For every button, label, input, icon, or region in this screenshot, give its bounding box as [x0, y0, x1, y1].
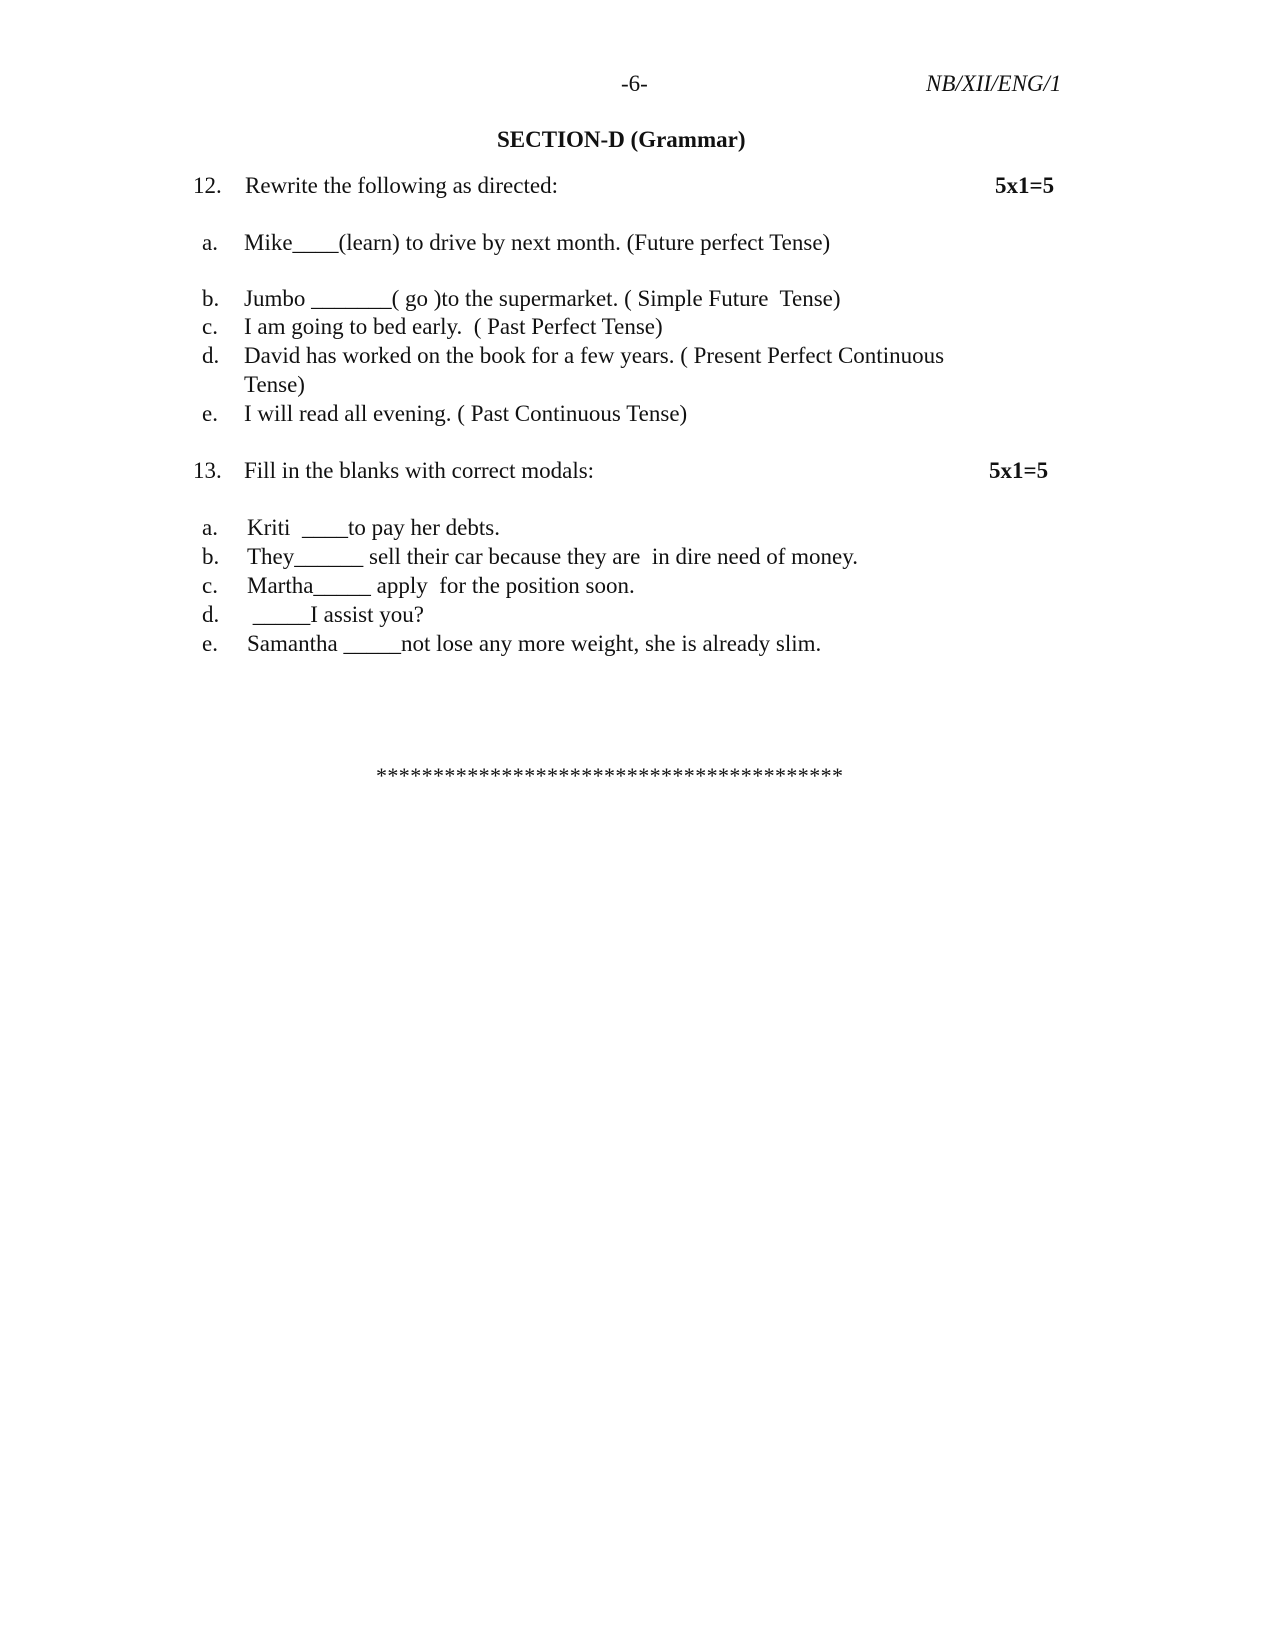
item-text: I will read all evening. ( Past Continuous Tense) [244, 401, 688, 426]
item-letter: c. [202, 314, 218, 339]
question-number: 12. [193, 173, 222, 198]
item-text: They______ sell their car because they are in dire need of money. [247, 544, 858, 569]
question-marks: 5x1=5 [989, 458, 1049, 483]
question-number: 13. [193, 458, 222, 483]
question-marks: 5x1=5 [995, 173, 1055, 198]
item-text: David has worked on the book for a few years. ( Present Perfect Continuous [244, 343, 945, 368]
item-text: Samantha _____not lose any more weight, she is already slim. [247, 631, 822, 656]
end-of-paper-marker: ***************************************** [376, 763, 844, 788]
item-letter: c. [202, 573, 218, 598]
item-text: Kriti ____to pay her debts. [247, 515, 500, 540]
item-letter: b. [202, 286, 220, 311]
item-letter: d. [202, 602, 220, 627]
item-text-continued: Tense) [244, 372, 305, 397]
page-number: -6- [621, 71, 648, 96]
paper-code: NB/XII/ENG/1 [926, 71, 1062, 96]
question-instruction: Rewrite the following as directed: [245, 173, 558, 198]
item-letter: b. [202, 544, 220, 569]
item-letter: a. [202, 515, 218, 540]
item-letter: e. [202, 631, 218, 656]
item-text: Martha_____ apply for the position soon. [247, 573, 635, 598]
item-text: Mike____(learn) to drive by next month. (Future perfect Tense) [244, 230, 831, 255]
item-text: _____I assist you? [247, 602, 424, 627]
section-title: SECTION-D (Grammar) [497, 127, 746, 152]
question-instruction: Fill in the blanks with correct modals: [244, 458, 595, 483]
item-letter: d. [202, 343, 220, 368]
item-text: Jumbo _______( go )to the supermarket. ( Simple Future Tense) [244, 286, 841, 311]
item-letter: a. [202, 230, 218, 255]
item-text: I am going to bed early. ( Past Perfect Tense) [244, 314, 663, 339]
item-letter: e. [202, 401, 218, 426]
